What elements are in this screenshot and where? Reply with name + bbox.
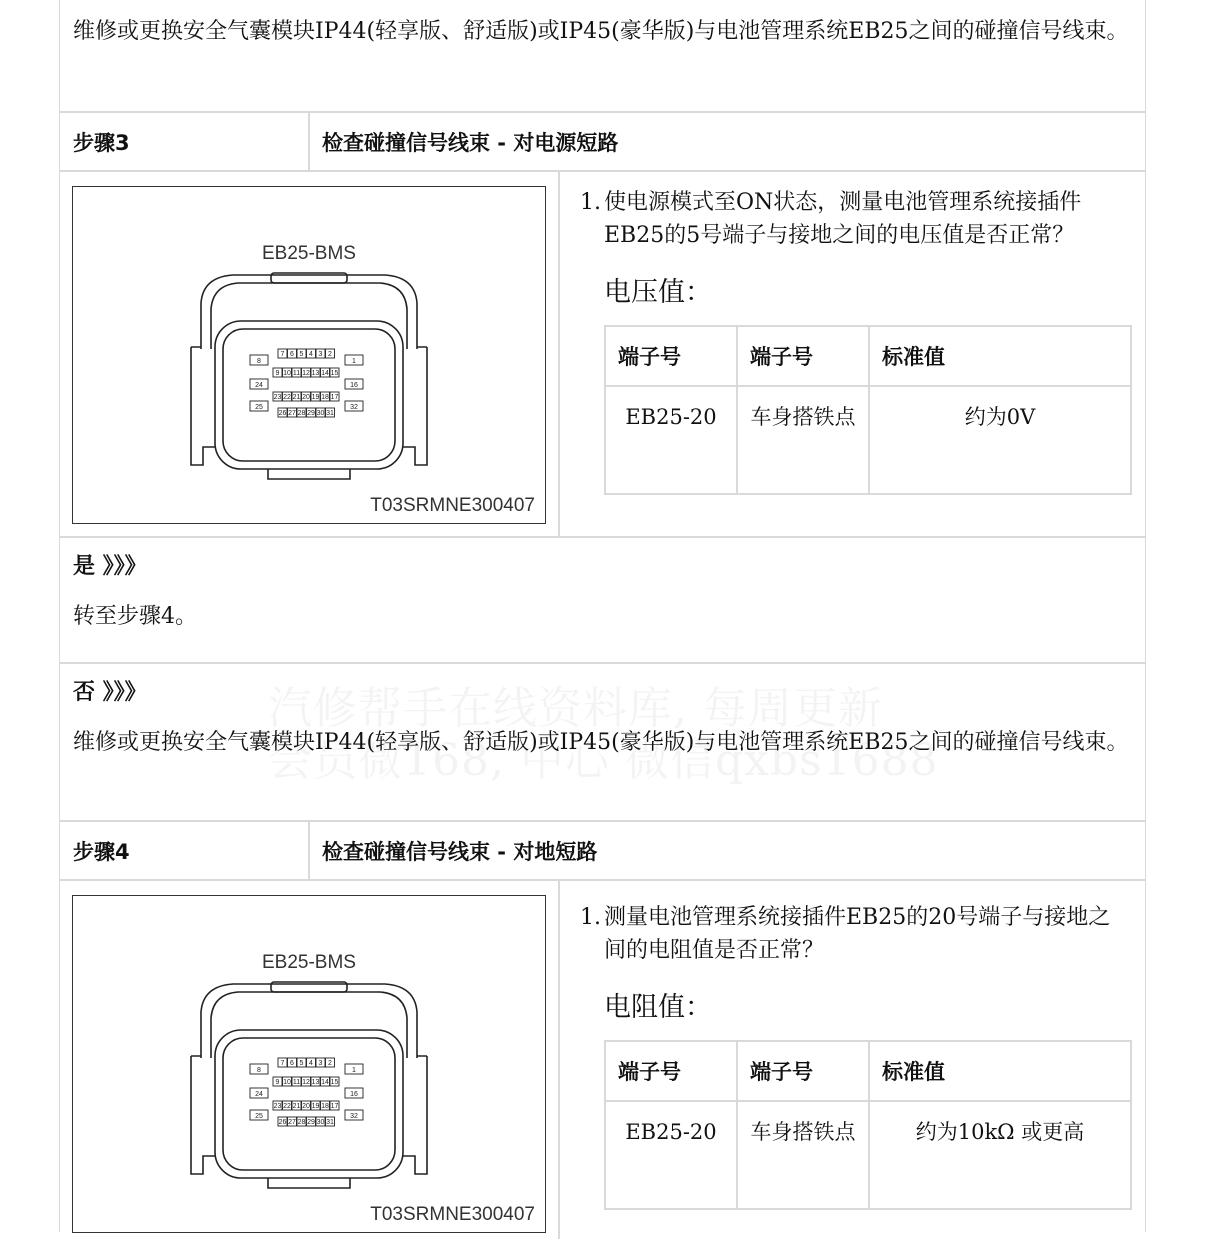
step3-instruction: [580, 186, 1130, 252]
resistance-heading: 电阻值：: [604, 992, 712, 1023]
cell-standard-value: 约为10kΩ 或更高: [869, 1101, 1131, 1209]
instruction-text: 使电源模式至ON状态，测量电池管理系统接插件EB25的5号端子与接地之间的电压值是否正常？: [604, 190, 1082, 248]
intro-text: 维修或更换安全气囊模块IP44(轻享版、舒适版)或IP45(豪华版)与电池管理系统EB25之间的碰撞信号线束。: [73, 19, 1129, 44]
pin-label: 25: [255, 1113, 263, 1120]
resistance-spec-table: [604, 1040, 1132, 1210]
right-wall: [403, 347, 427, 465]
header-terminal-2: 端子号: [737, 1041, 869, 1101]
pin-label: 12: [302, 1079, 310, 1086]
table-header-row: [605, 326, 1131, 386]
voltage-spec-table: [604, 325, 1132, 495]
step4-header-divider: [308, 822, 310, 880]
pin-label: 13: [311, 370, 320, 377]
figure-code: T03SRMNE300407: [370, 1204, 535, 1225]
pin-label: 25: [255, 404, 263, 411]
pin-label: 5: [299, 1060, 304, 1067]
housing-top-inner: [211, 283, 407, 349]
step3-body-divider: [558, 172, 560, 537]
bottom-tab: [268, 469, 350, 479]
pin-label: 9: [275, 1079, 280, 1086]
bottom-tab: [268, 1178, 350, 1188]
pin-label: 31: [326, 410, 334, 417]
pin-label: 4: [309, 1060, 313, 1067]
pin-label: 18: [321, 394, 329, 401]
step3-header: [60, 111, 1145, 171]
pin-label: 11: [292, 1079, 301, 1086]
housing-top-inner: [211, 992, 407, 1058]
header-terminal-1: 端子号: [605, 326, 737, 386]
pin-label: 20: [302, 1103, 310, 1110]
instruction-number: 1.: [580, 905, 601, 930]
pin-label: 8: [257, 1067, 261, 1074]
pin-label: 23: [273, 1103, 282, 1110]
pin-label: 28: [297, 1119, 306, 1126]
pin-label: 22: [283, 394, 291, 401]
yes-block: [60, 536, 1145, 663]
pin-label: 23: [273, 394, 282, 401]
step3-title: 检查碰撞信号线束 - 对电源短路: [322, 131, 619, 155]
pin-label: 22: [283, 1103, 291, 1110]
step4-body-divider: [558, 881, 560, 1239]
table-header-row: [605, 1041, 1131, 1101]
instruction-text: 测量电池管理系统接插件EB25的20号端子与接地之间的电阻值是否正常？: [604, 905, 1111, 963]
pin-label: 14: [321, 370, 329, 377]
yes-heading: 是 》》》: [73, 554, 147, 579]
connector-figure: [72, 895, 546, 1233]
step3-label: 步骤3: [73, 131, 130, 155]
yes-text: 转至步骤4。: [73, 604, 197, 629]
step3-body: [60, 170, 1145, 537]
step4-label: 步骤4: [73, 840, 130, 864]
pin-label: 27: [288, 410, 296, 417]
cell-terminal-2: 车身搭铁点: [737, 1101, 869, 1209]
header-standard-value: 标准值: [869, 1041, 1131, 1101]
figure-code: T03SRMNE300407: [370, 495, 535, 516]
pin-label: 4: [309, 351, 313, 358]
pin-label: 32: [350, 404, 358, 411]
step3-header-divider: [308, 113, 310, 171]
watermark-line-2: [268, 724, 939, 788]
pin-label: 10: [283, 1079, 291, 1086]
pin-label: 14: [321, 1079, 329, 1086]
pin-label: 26: [278, 410, 287, 417]
housing-top: [201, 275, 417, 349]
pin-label: 6: [290, 1060, 294, 1067]
pin-label: 28: [297, 410, 306, 417]
pin-label: 29: [307, 1119, 315, 1126]
table-row: [605, 386, 1131, 494]
left-wall: [191, 1056, 215, 1174]
pin-label: 3: [318, 1060, 323, 1067]
pin-label: 21: [292, 1103, 301, 1110]
instruction-number: 1.: [580, 190, 601, 215]
header-terminal-2: 端子号: [737, 326, 869, 386]
connector-drawing: [73, 896, 547, 1234]
cell-terminal-1: EB25-20: [605, 1101, 737, 1209]
document-page: [59, 0, 1146, 1232]
pin-label: 2: [328, 351, 332, 358]
table-row: [605, 1101, 1131, 1209]
housing-top: [201, 984, 417, 1058]
pin-label: 5: [299, 351, 304, 358]
pin-label: 6: [290, 351, 294, 358]
pin-label: 1: [352, 1067, 356, 1074]
step4-title: 检查碰撞信号线束 - 对地短路: [322, 840, 598, 864]
pin-label: 8: [257, 358, 261, 365]
cell-terminal-1: EB25-20: [605, 386, 737, 494]
pin-label: 2: [328, 1060, 332, 1067]
pin-label: 16: [350, 382, 358, 389]
pin-label: 11: [292, 370, 301, 377]
pin-label: 29: [307, 410, 315, 417]
pin-label: 7: [280, 1060, 285, 1067]
pin-label: 26: [278, 1119, 287, 1126]
pin-label: 18: [321, 1103, 329, 1110]
step4-body: [60, 879, 1145, 1239]
pin-label: 12: [302, 370, 310, 377]
pin-label: 30: [316, 410, 325, 417]
no-heading: 否 》》》: [73, 680, 147, 705]
pin-label: 9: [275, 370, 280, 377]
pin-label: 31: [326, 1119, 334, 1126]
pin-label: 21: [292, 394, 301, 401]
pin-label: 10: [283, 370, 291, 377]
pin-label: 15: [330, 1079, 339, 1086]
pin-label: 1: [352, 358, 356, 365]
pin-label: 27: [288, 1119, 296, 1126]
pin-label: 32: [350, 1113, 358, 1120]
intro-row: [60, 0, 1145, 112]
pin-label: 24: [255, 1091, 263, 1098]
connector-drawing: [73, 187, 547, 525]
connector-label: EB25-BMS: [262, 243, 356, 264]
pin-label: 20: [302, 394, 310, 401]
pin-label: 3: [318, 351, 323, 358]
step4-header: [60, 820, 1145, 880]
voltage-heading: 电压值：: [604, 277, 712, 308]
pin-label: 16: [350, 1091, 358, 1098]
left-wall: [191, 347, 215, 465]
connector-figure: [72, 186, 546, 524]
right-wall: [403, 1056, 427, 1174]
pin-label: 17: [330, 394, 339, 401]
step4-instruction: [580, 901, 1130, 967]
connector-label: EB25-BMS: [262, 952, 356, 973]
pin-label: 15: [330, 370, 339, 377]
pin-label: 30: [316, 1119, 325, 1126]
pin-label: 17: [330, 1103, 339, 1110]
pin-label: 24: [255, 382, 263, 389]
cell-standard-value: 约为0V: [869, 386, 1131, 494]
no-text: 维修或更换安全气囊模块IP44(轻享版、舒适版)或IP45(豪华版)与电池管理系统EB25之间的碰撞信号线束。: [73, 730, 1129, 755]
pin-label: 19: [311, 394, 320, 401]
pin-label: 19: [311, 1103, 320, 1110]
pin-label: 7: [280, 351, 285, 358]
pin-label: 13: [311, 1079, 320, 1086]
header-standard-value: 标准值: [869, 326, 1131, 386]
cell-terminal-2: 车身搭铁点: [737, 386, 869, 494]
header-terminal-1: 端子号: [605, 1041, 737, 1101]
